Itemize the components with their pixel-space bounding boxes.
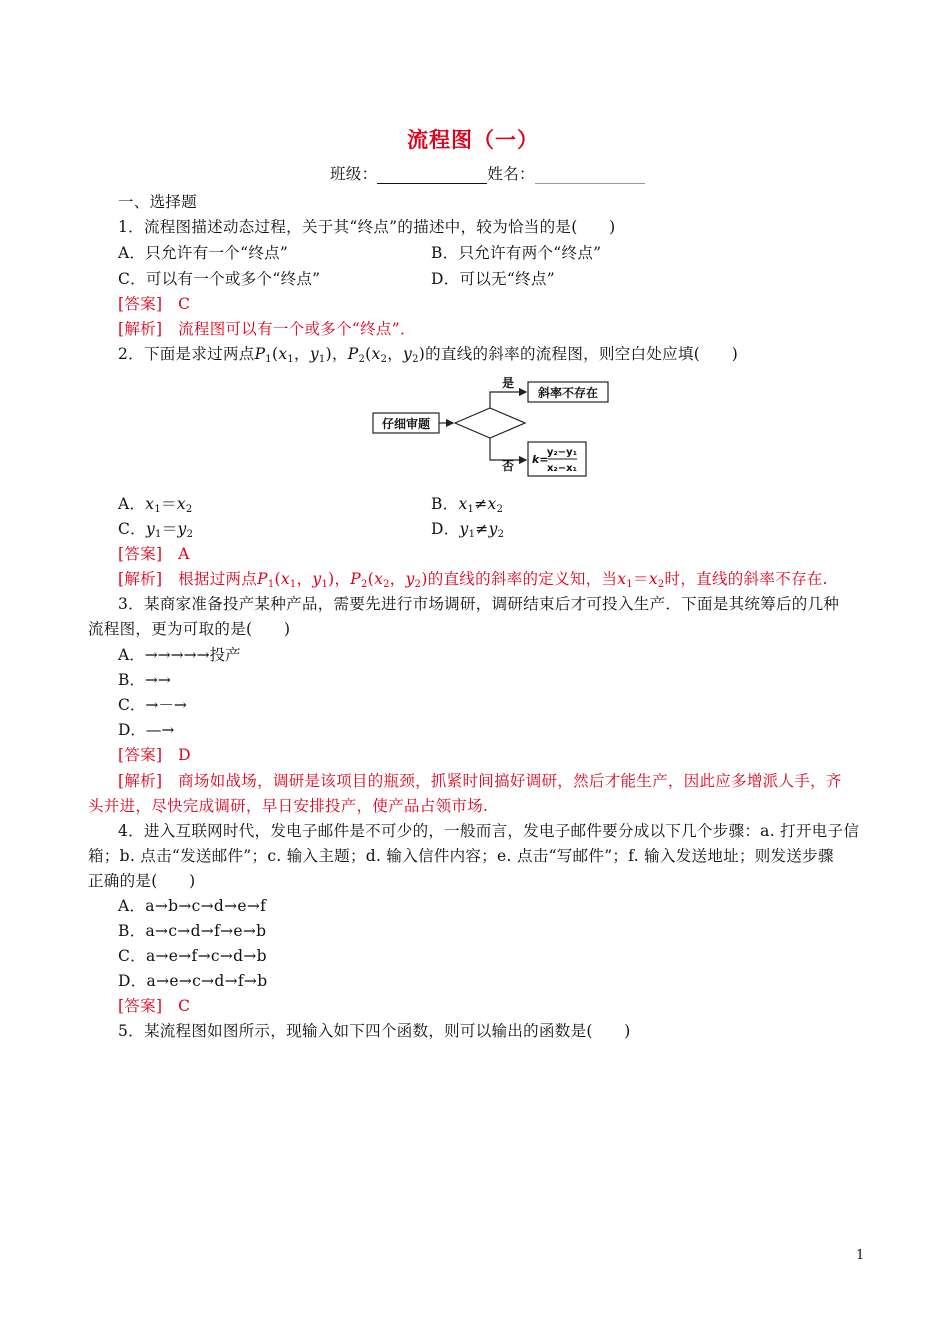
flow-decision-diamond (455, 408, 525, 438)
q1-option-b: B．只允许有两个“终点” (431, 244, 602, 262)
q2-option-c: C．$y_1=y_2$ (118, 520, 194, 540)
q4-option-b: B．a→c→d→f→e→b (118, 922, 267, 940)
q2-option-b: B．$x_1\ne x_2$ (431, 495, 504, 515)
flow-yes-box-label: 斜率不存在 (537, 386, 599, 400)
q3-option-d: D．—→ (118, 721, 175, 739)
flow-no-label: 否 (502, 459, 515, 473)
flow-start-label: 仔细审题 (381, 417, 431, 431)
class-label: 班级： (330, 165, 378, 183)
q3-stem-line1: 3．某商家准备投产某种产品，需要先进行市场调研，调研结束后才可投入生产．下面是其统筹后的几种 (118, 595, 840, 613)
q1-answer: [答案] C (118, 295, 191, 313)
section-heading: 一、选择题 (118, 193, 198, 211)
name-field[interactable] (535, 167, 645, 184)
q3-stem-line2: 流程图，更为可取的是( ) (88, 620, 291, 638)
page-number: 1 (856, 1248, 865, 1263)
student-info-row (330, 164, 645, 184)
q2-answer: [答案] A (118, 545, 190, 563)
q1-analysis: [解析] 流程图可以有一个或多个“终点”． (118, 320, 416, 338)
q3-option-b: B．→→ (118, 671, 171, 689)
q3-analysis-line2: 头并进，尽快完成调研，早日安排投产，使产品占领市场. (88, 797, 489, 815)
q2-option-a: A．$x_1=x_2$ (118, 495, 193, 515)
q4-stem-line3: 正确的是( ) (88, 872, 196, 890)
q5-stem: 5．某流程图如图所示，现输入如下四个函数，则可以输出的函数是( ) (118, 1022, 631, 1040)
q2-flowchart (370, 372, 610, 478)
q3-analysis-line1: [解析] 商场如战场，调研是该项目的瓶颈，抓紧时间搞好调研，然后才能生产，因此应多增派人手，齐 (118, 772, 842, 790)
class-field[interactable] (377, 167, 487, 184)
q2-stem-suffix: 的直线的斜率的流程图，则空白处应填( ) (425, 345, 739, 363)
q4-answer: [答案] C (118, 997, 191, 1015)
q4-option-c: C．a→e→f→c→d→b (118, 947, 267, 965)
q1-stem: 1．流程图描述动态过程，关于其“终点”的描述中，较为恰当的是( ) (118, 218, 616, 236)
q4-stem-line1: 4．进入互联网时代，发电子邮件是不可少的，一般而言，发电子邮件要分成以下几个步骤：a. 打开电子信 (118, 822, 860, 840)
flow-no-box-k: k= (532, 453, 549, 466)
q3-option-c: C．→－→ (118, 696, 187, 714)
q4-stem-line2: 箱；b. 点击“发送邮件”；c. 输入主题；d. 输入信件内容；e. 点击“写邮件”；f. 输入发送地址；则发送步骤 (88, 847, 834, 865)
q1-option-d: D．可以无“终点” (431, 270, 555, 288)
q1-option-a: A．只允许有一个“终点” (118, 244, 289, 262)
q3-answer: [答案] D (118, 746, 191, 764)
q3-option-a: A．→→→→→投产 (118, 646, 241, 664)
q2-stem-prefix: 2．下面是求过两点 (118, 345, 255, 363)
q4-option-d: D．a→e→c→d→f→b (118, 972, 268, 990)
q2-stem: 2．下面是求过两点$P_1(x_1$，$y_1$)，$P_2(x_2$，$y_2$)的直线的斜率的流程图，则空白处应填( ) (118, 345, 739, 365)
q2-option-d: D．$y_1\ne y_2$ (431, 520, 505, 540)
flow-yes-label: 是 (502, 376, 515, 390)
name-label: 姓名： (487, 165, 535, 183)
q1-option-c: C．可以有一个或多个“终点” (118, 270, 321, 288)
q4-option-a: A．a→b→c→d→e→f (118, 897, 267, 915)
q2-analysis: [解析] 根据过两点$P_1(x_1$，$y_1$)，$P_2(x_2$，$y_2$)的直线的斜率的定义知，当$x_1=x_2$时，直线的斜率不存在. (118, 570, 828, 590)
flow-no-box-numerator: y₂−y₁ (546, 447, 578, 458)
page-title: 流程图（一） (407, 128, 539, 152)
flow-no-box-denominator: x₂−x₁ (546, 463, 578, 474)
